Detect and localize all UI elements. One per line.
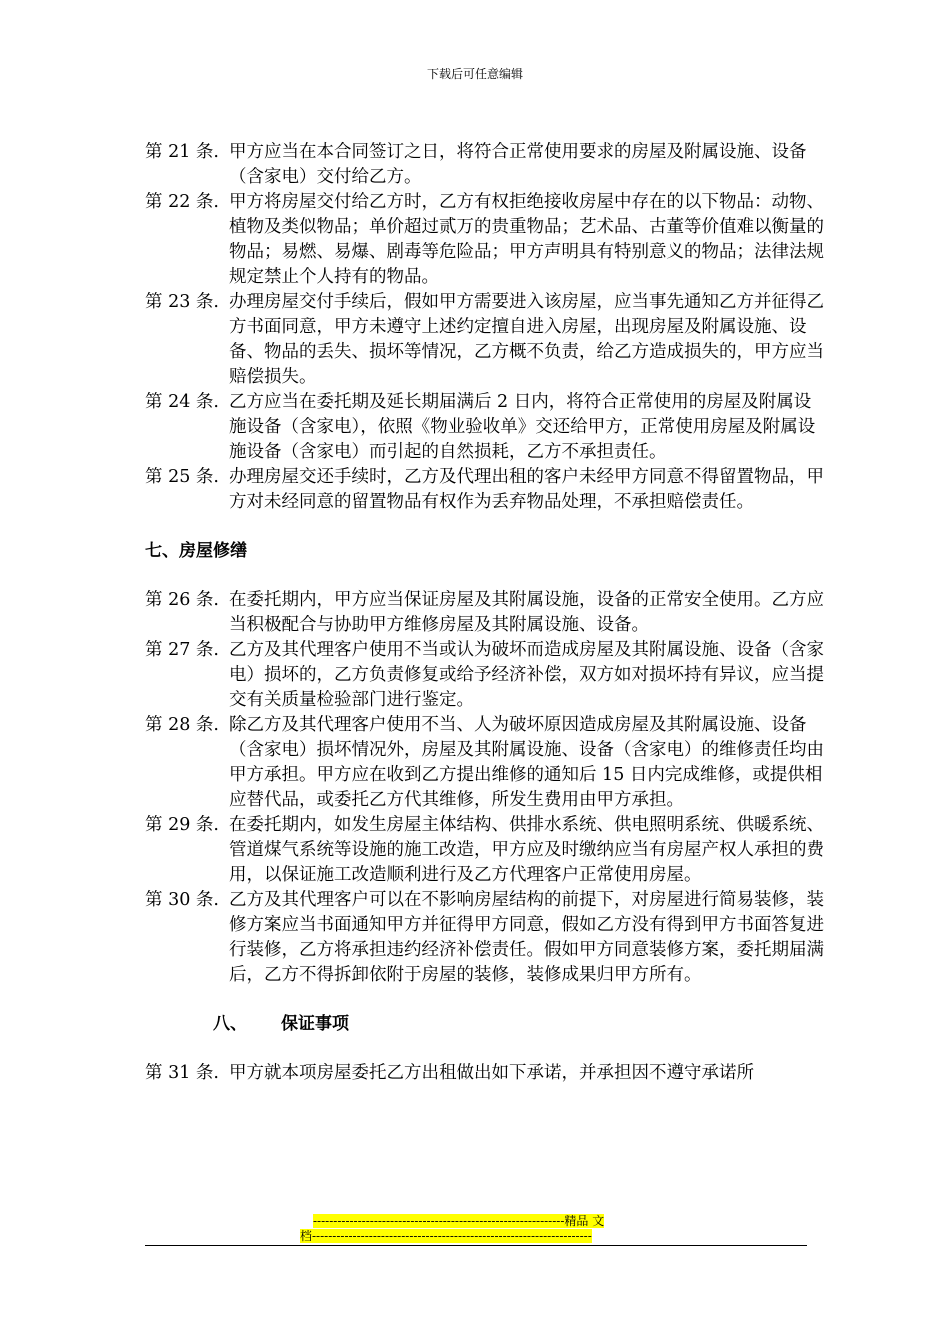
article-text: 办理房屋交还手续时，乙方及代理出租的客户未经甲方同意不得留置物品，甲方对未经同意的留置物品有权作为丢弃物品处理，不承担赔偿责任。 [229,467,824,512]
article-item [145,465,825,515]
article-text: 甲方应当在本合同签订之日，将符合正常使用要求的房屋及附属设施、设备（含家电）交付给乙方。 [229,142,807,187]
article-text: 在委托期内，甲方应当保证房屋及其附属设施，设备的正常安全使用。乙方应当积极配合与协助甲方维修房屋及其附属设施、设备。 [229,590,824,635]
article-number: 第 27 条. [145,640,219,660]
article-text: 除乙方及其代理客户使用不当、人为破坏原因造成房屋及其附属设施、设备（含家电）损坏情况外，房屋及其附属设施、设备（含家电）的维修责任均由甲方承担。甲方应在收到乙方提出维修的通知后 15 日内完成维修，或提供相应替代品，或委托乙方代其维修，所发生费用由甲方承担。 [229,715,824,810]
article-number: 第 29 条. [145,815,219,835]
article-item [145,888,825,988]
article-item [145,813,825,888]
article-text: 乙方及其代理客户可以在不影响房屋结构的前提下，对房屋进行简易装修，装修方案应当书面通知甲方并征得甲方同意，假如乙方没有得到甲方书面答复进行装修，乙方将承担违约经济补偿责任。假如甲方同意装修方案，委托期届满后，乙方不得拆卸依附于房屋的装修，装修成果归甲方所有。 [229,890,824,985]
articles-group-repair [145,588,825,988]
article-number: 第 30 条. [145,890,219,910]
section-heading-guarantee [145,1012,825,1037]
article-31 [145,1061,825,1086]
footer-text-2: 档--------------------------------------------------------------------- [300,1229,592,1243]
footer-watermark-line2 [300,1229,650,1243]
footer-watermark-line1 [313,1214,643,1228]
page-header: 下载后可任意编辑 [426,67,523,81]
article-text: 办理房屋交付手续后，假如甲方需要进入该房屋，应当事先通知乙方并征得乙方书面同意，甲方未遵守上述约定擅自进入房屋，出现房屋及附属设施、设备、物品的丢失、损坏等情况，乙方概不负责，给乙方造成损失的，甲方应当赔偿损失。 [229,292,824,387]
article-number: 第 23 条. [145,292,219,312]
article-text: 乙方及其代理客户使用不当或认为破坏而造成房屋及其附属设施、设备（含家电）损坏的，乙方负责修复或给予经济补偿，双方如对损坏持有异议，应当提交有关质量检验部门进行鉴定。 [229,640,824,710]
footer-text-1: --------------------------------------------------------------精品 文 [313,1214,605,1228]
article-item [145,588,825,638]
article-number: 第 22 条. [145,192,219,212]
article-text: 甲方就本项房屋委托乙方出租做出如下承诺，并承担因不遵守承诺所 [229,1063,754,1083]
article-number: 第 28 条. [145,715,219,735]
article-item [145,190,825,290]
section-title: 保证事项 [281,1014,349,1034]
article-item [145,713,825,813]
article-item [145,290,825,390]
section-number: 八、 [213,1014,247,1034]
article-item [145,140,825,190]
article-text: 甲方将房屋交付给乙方时，乙方有权拒绝接收房屋中存在的以下物品：动物、植物及类似物品；单价超过贰万的贵重物品；艺术品、古董等价值难以衡量的物品；易燃、易爆、剧毒等危险品；甲方声明具有特别意义的物品；法律法规规定禁止个人持有的物品。 [229,192,824,287]
article-item [145,638,825,713]
articles-group-handover [145,140,825,515]
article-text: 在委托期内，如发生房屋主体结构、供排水系统、供电照明系统、供暖系统、管道煤气系统等设施的施工改造，甲方应及时缴纳应当有房屋产权人承担的费用，以保证施工改造顺利进行及乙方代理客户正常使用房屋。 [229,815,824,885]
article-item [145,390,825,465]
article-number: 第 26 条. [145,590,219,610]
article-number: 第 21 条. [145,142,219,162]
article-number: 第 31 条. [145,1063,219,1083]
document-body [145,140,825,1086]
footer-rule [145,1245,807,1246]
article-number: 第 24 条. [145,392,219,412]
article-number: 第 25 条. [145,467,219,487]
article-text: 乙方应当在委托期及延长期届满后 2 日内，将符合正常使用的房屋及附属设施设备（含家电），依照《物业验收单》交还给甲方，正常使用房屋及附属设施设备（含家电）而引起的自然损耗，乙方不承担责任。 [229,392,816,462]
section-heading-repair: 七、房屋修缮 [145,541,247,561]
